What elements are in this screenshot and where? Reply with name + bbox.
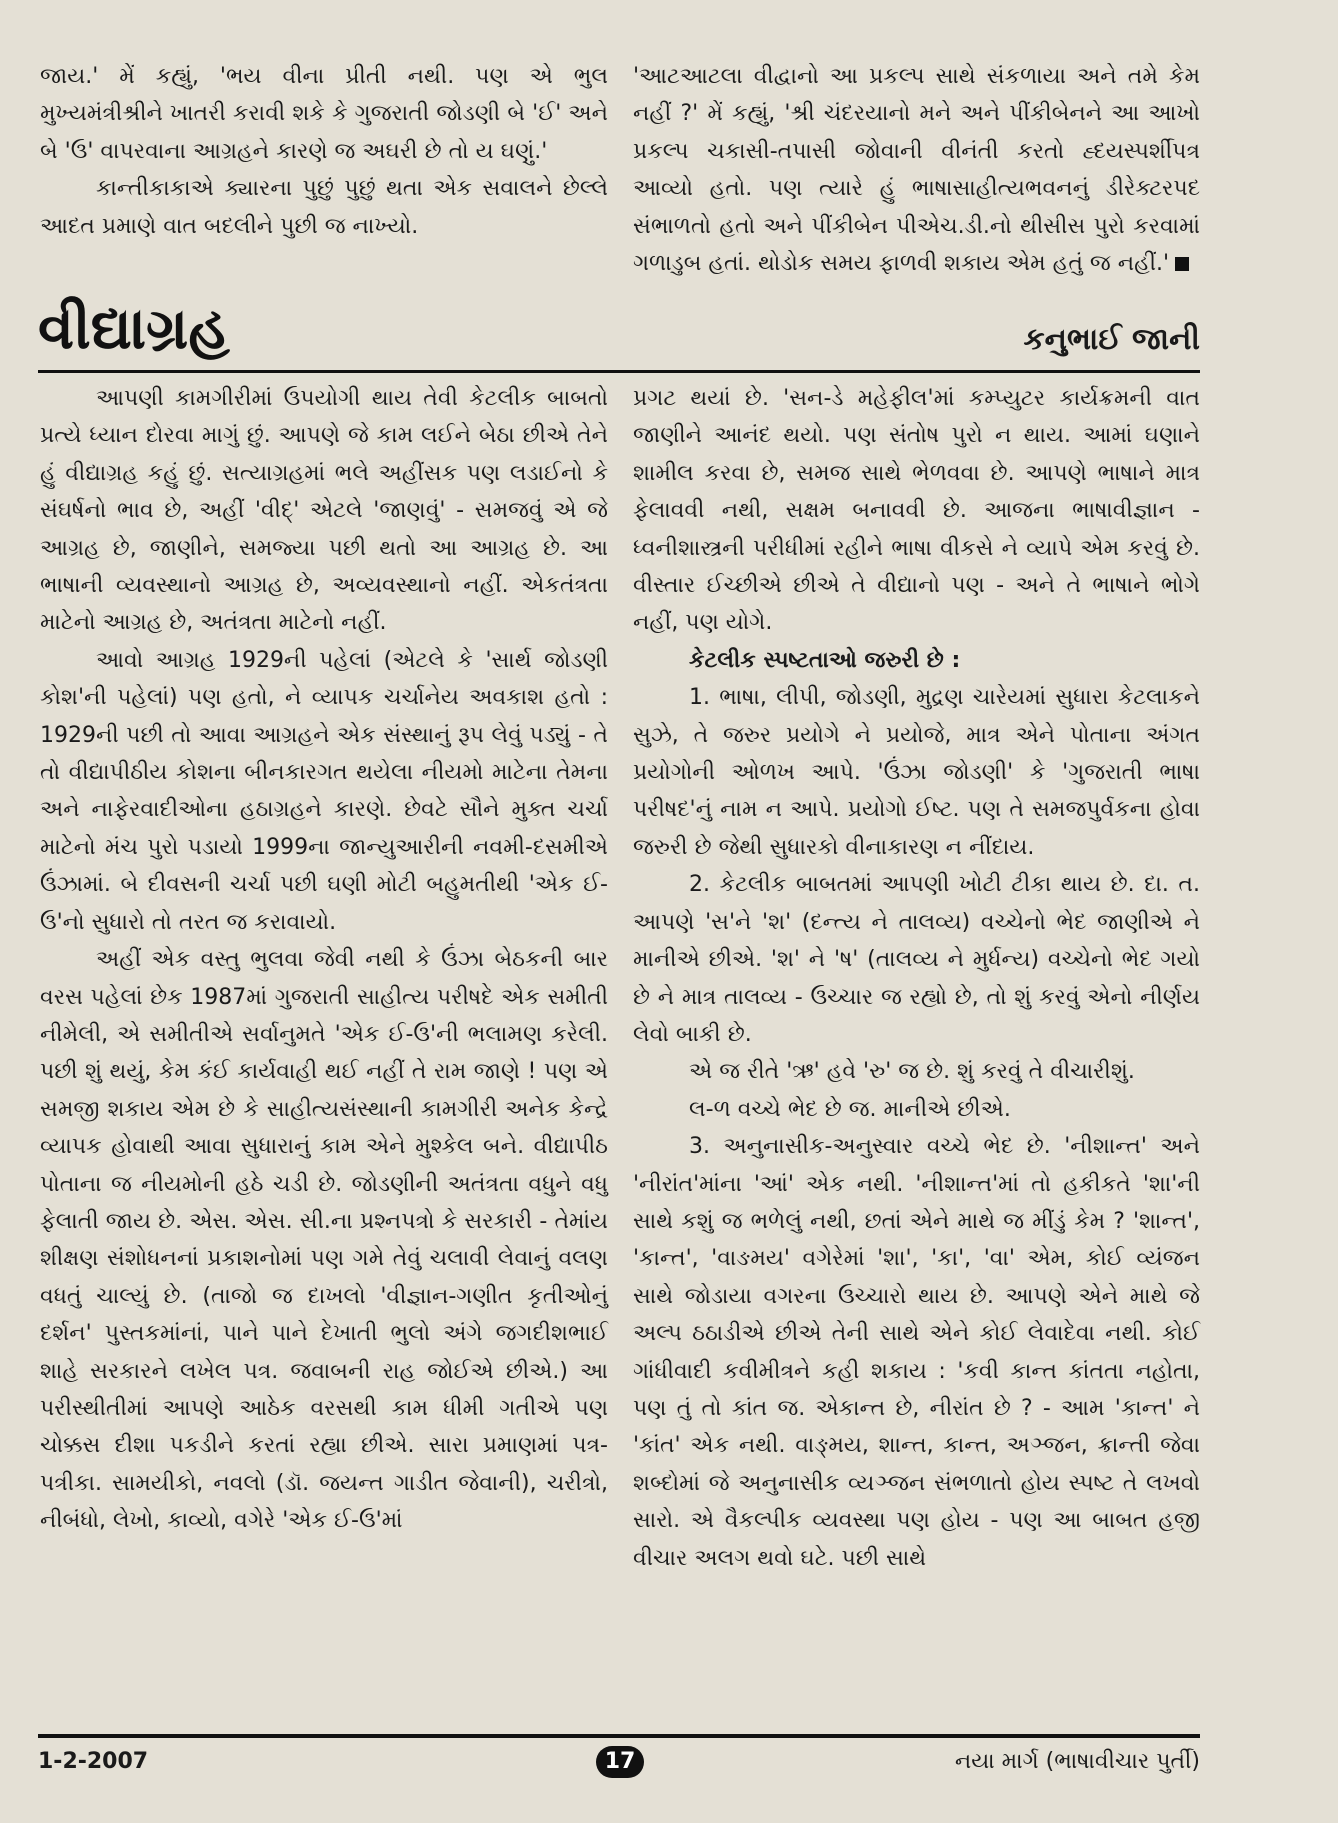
section-divider bbox=[38, 370, 1200, 373]
issue-date: 1-2-2007 bbox=[38, 1749, 149, 1774]
article-continuation-right bbox=[633, 58, 1200, 282]
end-mark-icon bbox=[1175, 257, 1189, 271]
article-body-right bbox=[633, 380, 1200, 1577]
page-footer bbox=[38, 1744, 1200, 1780]
paragraph: એ જ રીતે 'ઋ' હવે 'રુ' જ છે. શું કરવું તે વીચારીશું. bbox=[689, 1059, 1135, 1085]
paragraph: પ્રગટ થયાં છે. 'સન-ડે મહેફીલ'માં કમ્પ્યુટર કાર્યક્રમની વાત જાણીને આનંદ થયો. પણ સંતોષ પુરો ન થાય. આમાં ઘણાને શામીલ કરવા છે, સમજ સાથે ભેળવવા છે. આપણે ભાષાને માત્ર ફેલાવવી નથી, સક્ષમ બનાવવી છે. આજના ભાષાવીજ્ઞાન - ધ્વનીશાસ્ત્રની પરીધીમાં રહીને ભાષા વીકસે ને વ્યાપે એમ કરવું છે. વીસ્તાર ઈચ્છીએ છીએ તે વીદ્યાનો પણ - અને તે ભાષાને ભોગે નહીં, પણ યોગે. bbox=[633, 386, 1200, 636]
article-continuation-left bbox=[40, 58, 608, 245]
paragraph: 3. અનુનાસીક-અનુસ્વાર વચ્ચે ભેદ છે. 'નીશાન્ત' અને 'નીરાંત'માંના 'આં' એક નથી. 'નીશાન્ત'માં તો હકીકતે 'શા'ની સાથે કશું જ ભળેલું નથી, છતાં એને માથે જ મીંડું કેમ ? 'શાન્ત', 'કાન્ત', 'વાઙમય' વગેરેમાં 'શા', 'કા', 'વા' એમ, કોઈ વ્યંજન સાથે જોડાયા વગરના ઉચ્ચારો થાય છે. આપણે એને માથે જે અલ્પ ઠઠાડીએ છીએ તેની સાથે એને કોઈ લેવાદેવા નથી. કોઈ ગાંધીવાદી કવીમીત્રને કહી શકાય : 'કવી કાન્ત કાંતતા નહોતા, પણ તું તો કાંત જ. એકાન્ત છે, નીરાંત છે ? - આમ 'કાન્ત' ને 'કાંત' એક નથી. વાઙ્મય, શાન્ત, કાન્ત, અઞ્જન, ક્રાન્તી જેવા શબ્દોમાં જે અનુનાસીક વ્યઞ્જન સંભળાતો હોય સ્પષ્ટ તે લખવો સારો. એ વૈકલ્પીક વ્યવસ્થા પણ હોય - પણ આ બાબત હજી વીચાર અલગ થવો ઘટે. પછી સાથે bbox=[633, 1134, 1200, 1571]
paragraph: 1. ભાષા, લીપી, જોડણી, મુદ્રણ ચારેયમાં સુધારા કેટલાકને સુઝે, તે જરુર પ્રયોગે ને પ્રયોજે, માત્ર એને પોતાના અંગત પ્રયોગોની ઓળખ આપે. 'ઉંઝા જોડણી' કે 'ગુજરાતી ભાષા પરીષદ'નું નામ ન આપે. પ્રયોગો ઈષ્ટ. પણ તે સમજપુર્વકના હોવા જરુરી છે જેથી સુધારકો વીનાકારણ ન નીંદાય. bbox=[633, 685, 1200, 860]
paragraph: 'આટઆટલા વીદ્વાનો આ પ્રકલ્પ સાથે સંકળાયા અને તમે કેમ નહીં ?' મેં કહ્યું, 'શ્રી ચંદરયાનો મને અને પીંકીબેનને આ આખો પ્રકલ્પ ચકાસી-તપાસી જોવાની વીનંતી કરતો હ્દયસ્પર્શીપત્ર આવ્યો હતો. પણ ત્યારે હું ભાષાસાહીત્યભવનનું ડીરેક્ટરપદ સંભાળતો હતો અને પીંકીબેન પીએચ.ડી.નો થીસીસ પુરો કરવામાં ગળાડુબ હતાં. થોડોક સમય ફાળવી શકાય એમ હતું જ નહીં.' bbox=[633, 64, 1200, 277]
paragraph: લ-ળ વચ્ચે ભેદ છે જ. માનીએ છીએ. bbox=[689, 1096, 1011, 1122]
paragraph: જાય.' મેં કહ્યું, 'ભય વીના પ્રીતી નથી. પણ એ ભુલ મુખ્યમંત્રીશ્રીને ખાતરી કરાવી શકે કે ગુજરાતી જોડણી બે 'ઈ' અને બે 'ઉ' વાપરવાના આગ્રહને કારણે જ અઘરી છે તો ય ઘણું.' bbox=[40, 64, 608, 164]
subheading: કેટલીક સ્પષ્ટતાઓ જરુરી છે : bbox=[689, 647, 961, 673]
paragraph: 2. કેટલીક બાબતમાં આપણી ખોટી ટીકા થાય છે. દા. ત. આપણે 'સ'ને 'શ' (દન્ત્ય ને તાલવ્ય) વચ્ચેનો ભેદ જાણીએ ને માનીએ છીએ. 'શ' ને 'ષ' (તાલવ્ય ને મુર્ધન્ય) વચ્ચેનો ભેદ ગયો છે ને માત્ર તાલવ્ય - ઉચ્ચાર જ રહ્યો છે, તો શું કરવું એનો નીર્ણય લેવો બાકી છે. bbox=[633, 872, 1200, 1047]
footer-divider bbox=[38, 1734, 1200, 1738]
journal-name: નયા માર્ગ (ભાષાવીચાર પુર્તી) bbox=[954, 1749, 1200, 1774]
author-name: કનુભાઈ જાની bbox=[1023, 322, 1200, 357]
article-body-left bbox=[40, 380, 608, 1540]
paragraph: કાન્તીકાકાએ ક્યારના પુછું પુછું થતા એક સવાલને છેલ્લે આદત પ્રમાણે વાત બદલીને પુછી જ નાખ્યો. bbox=[40, 176, 608, 239]
paragraph: આપણી કામગીરીમાં ઉપયોગી થાય તેવી કેટલીક બાબતો પ્રત્યે ધ્યાન દોરવા માગું છું. આપણે જે કામ લઈને બેઠા છીએ તેને હું વીદ્યાગ્રહ કહું છું. સત્યાગ્રહમાં ભલે અહીંસક પણ લડાઈનો કે સંઘર્ષનો ભાવ છે, અહીં 'વીદ્' એટલે 'જાણવું' - સમજવું એ જે આગ્રહ છે, જાણીને, સમજ્યા પછી થતો આ આગ્રહ છે. આ ભાષાની વ્યવસ્થાનો આગ્રહ છે, અવ્યવસ્થાનો નહીં. એકતંત્રતા માટેનો આગ્રહ છે, અતંત્રતા માટેનો નહીં. bbox=[40, 386, 608, 636]
page-number-badge: 17 bbox=[596, 1746, 644, 1778]
paragraph: અહીં એક વસ્તુ ભુલવા જેવી નથી કે ઉંઝા બેઠકની બાર વરસ પહેલાં છેક 1987માં ગુજરાતી સાહીત્ય પરીષદે એક સમીતી નીમેલી, એ સમીતીએ સર્વાનુમતે 'એક ઈ-ઉ'ની ભલામણ કરેલી. પછી શું થયું, કેમ કંઈ કાર્યવાહી થઈ નહીં તે રામ જાણે ! પણ એ સમજી શકાય એમ છે કે સાહીત્યસંસ્થાની કામગીરી અનેક કેન્દ્રે વ્યાપક હોવાથી આવા સુધારાનું કામ એને મુશ્કેલ બને. વીદ્યાપીઠ પોતાના જ નીયમોની હઠે ચડી છે. જોડણીની અતંત્રતા વધુને વધુ ફેલાતી જાય છે. એસ. એસ. સી.ના પ્રશ્નપત્રો કે સરકારી - તેમાંય શીક્ષણ સંશોધનનાં પ્રકાશનોમાં પણ ગમે તેવું ચલાવી લેવાનું વલણ વધતું ચાલ્યું છે. (તાજો જ દાખલો 'વીજ્ઞાન-ગણીત કૃતીઓનું દર્શન' પુસ્તકમાંનાં, પાને પાને દેખાતી ભુલો અંગે જગદીશભાઈ શાહે સરકારને લખેલ પત્ર. જવાબની રાહ જોઈએ છીએ.) આ પરીસ્થીતીમાં આપણે આઠેક વરસથી કામ ધીમી ગતીએ પણ ચોક્કસ દીશા પકડીને કરતાં રહ્યા છીએ. સારા પ્રમાણમાં પત્ર-પત્રીકા. સામયીકો, નવલો (ડૉ. જયન્ત ગાડીત જેવાની), ચરીત્રો, નીબંધો, લેખો, કાવ્યો, વગેરે 'એક ઈ-ઉ'માં bbox=[40, 947, 608, 1534]
paragraph: આવો આગ્રહ 1929ની પહેલાં (એટલે કે 'સાર્થ જોડણી કોશ'ની પહેલાં) પણ હતો, ને વ્યાપક ચર્ચાનેય અવકાશ હતો : 1929ની પછી તો આવા આગ્રહને એક સંસ્થાનું રૂપ લેવું પડ્યું - તે તો વીદ્યાપીઠીય કોશના બીનકારગત થયેલા નીયમો માટેના તેમના અને નાફેરવાદીઓના હઠાગ્રહને કારણે. છેવટે સૌને મુક્ત ચર્ચા માટેનો મંચ પુરો પડાયો 1999ના જાન્યુઆરીની નવમી-દસમીએ ઉંઝામાં. બે દીવસની ચર્ચા પછી ઘણી મોટી બહુમતીથી 'એક ઈ-ઉ'નો સુધારો તો તરત જ કરાવાયો. bbox=[40, 647, 608, 935]
article-title: વીદ્યાગ્રહ bbox=[38, 294, 230, 362]
